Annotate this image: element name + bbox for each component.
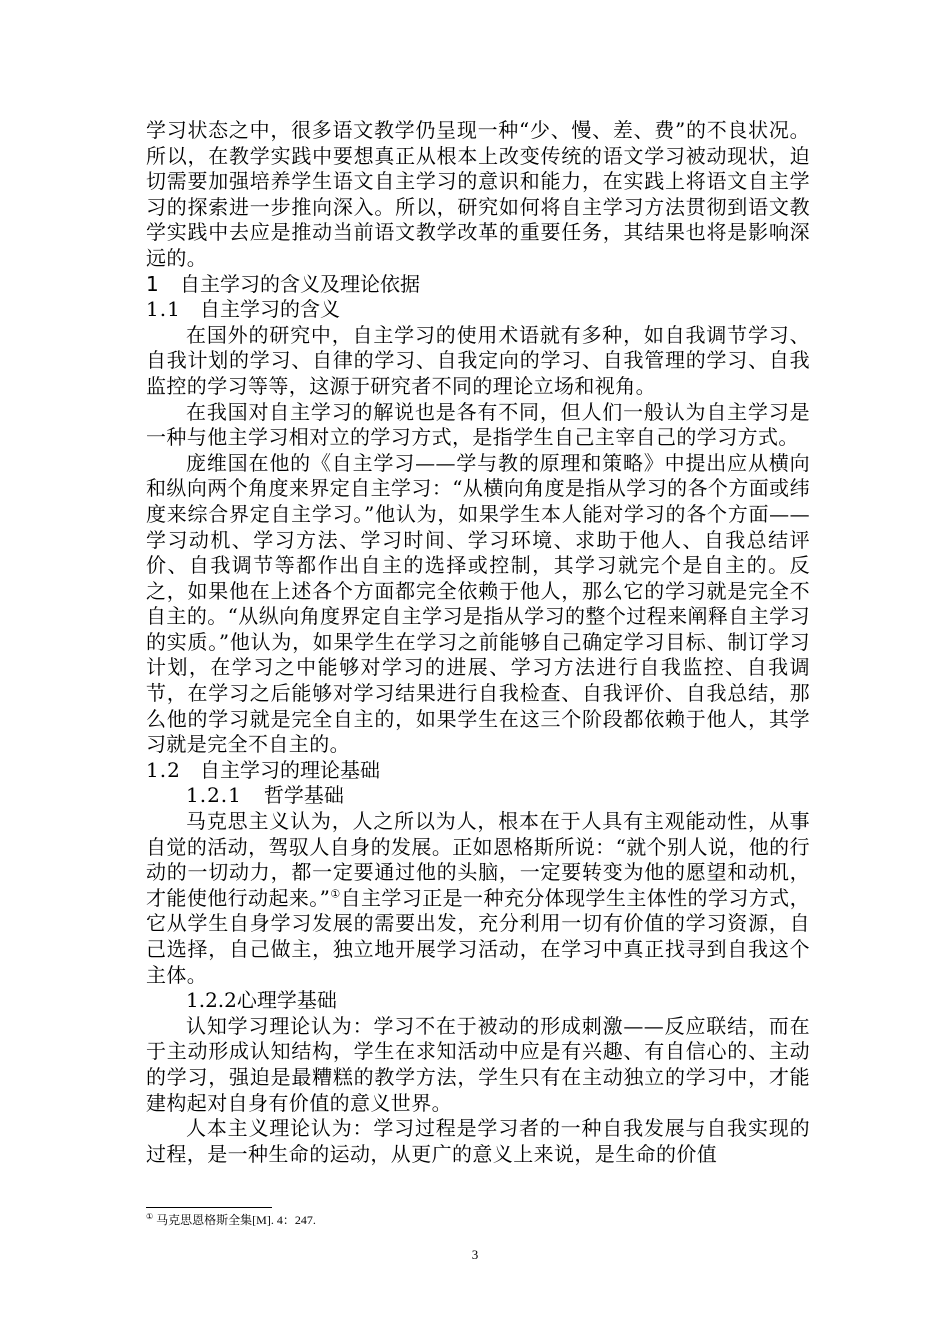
paragraph-humanism-theory: 人本主义理论认为：学习过程是学习者的一种自我发展与自我实现的过程，是一种生命的运动，从更广的意义上来说，是生命的价值 — [146, 1116, 810, 1166]
paragraph-marxism-part2: 自主学习正是一种充分体现学生主体性的学习方式，它从学生自身学习发展的需要出发，充分利用一切有价值的学习资源，自己选择，自己做主，独立地开展学习活动，在学习中真正找寻到自我这个主体。 — [146, 885, 810, 987]
page-number: 3 — [471, 1247, 479, 1262]
section-heading-1-2-1 — [146, 783, 810, 809]
paragraph-pang-weiguo: 庞维国在他的《自主学习——学与教的原理和策略》中提出应从横向和纵向两个角度来界定自主学习：“从横向角度是指从学习的各个方面或纬度来综合界定自主学习。”他认为，如果学生本人能对学习的各个方面——学习动机、学习方法、学习时间、学习环境、求助于他人、自我总结评价、自我调节等都作出自主的选择或控制，其学习就完个是自主的。反之，如果他在上述各个方面都完全依赖于他人，那么它的学习就是完全不自主的。“从纵向角度界定自主学习是指从学习的整个过程来阐释自主学习的实质。”他认为，如果学生在学习之前能够自己确定学习目标、制订学习计划，在学习之中能够对学习的进展、学习方法进行自我监控、自我调节，在学习之后能够对学习结果进行自我检查、自我评价、自我总结，那么他的学习就是完全自主的，如果学生在这三个阶段都依赖于他人，其学习就是完全不自主的。 — [146, 450, 810, 757]
paragraph-domestic-definition: 在我国对自主学习的解说也是各有不同，但人们一般认为自主学习是一种与他主学习相对立的学习方式，是指学生自己主宰自己的学习方式。 — [146, 399, 810, 450]
section-heading-1-2-2: 1.2.2心理学基础 — [186, 988, 337, 1013]
footnote — [146, 1212, 316, 1228]
paragraph-intro: 学习状态之中，很多语文教学仍呈现一种“少、慢、差、费”的不良状况。所以，在教学实践中要想真正从根本上改变传统的语文学习被动现状，迫切需要加强培养学生语文自主学习的意识和能力，在实践上将语文自主学习的探索进一步推向深入。所以，研究如何将自主学习方法贯彻到语文教学实践中去应是推动当前语文教学改革的重要任务，其结果也将是影响深远的。 — [146, 118, 810, 270]
section-heading-1-1 — [146, 297, 810, 323]
footnote-mark: ① — [146, 1212, 154, 1221]
heading-number: 1 — [146, 271, 159, 296]
heading-text: 哲学基础 — [263, 783, 344, 808]
heading-text: 自主学习的理论基础 — [200, 757, 380, 782]
heading-text: 自主学习的含义及理论依据 — [180, 271, 420, 296]
footnote-divider — [146, 1207, 272, 1208]
page-body — [146, 118, 810, 1167]
section-heading-1 — [146, 272, 810, 298]
paragraph-marxism — [146, 809, 810, 988]
paragraph-cognitive-theory: 认知学习理论认为：学习不在于被动的形成刺激——反应联结，而在于主动形成认知结构，学生在求知活动中应是有兴趣、有自信心的、主动的学习，强迫是最糟糕的教学方法，学生只有在主动独立的学习中，才能建构起对自身有价值的意义世界。 — [146, 1013, 810, 1115]
heading-text: 自主学习的含义 — [200, 297, 340, 322]
heading-number: 1.2 — [146, 757, 181, 782]
paragraph-marxism-part1: 马克思主义认为，人之所以为人，根本在于人具有主观能动性，从事自觉的活动，驾驭人自身的发展。正如恩格斯所说：“就个别人说，他的行动的一切动力，都一定要通过他的头脑，一定要转变为他的愿望和动机，才能使他行动起来。” — [146, 809, 810, 910]
heading-number: 1.2.1 — [186, 783, 242, 808]
heading-number: 1.1 — [146, 297, 181, 322]
footnote-reference[interactable]: ① — [330, 887, 341, 901]
section-heading-1-2 — [146, 758, 810, 784]
footnote-text: 马克思恩格斯全集[M]. 4：247. — [156, 1213, 316, 1227]
paragraph-foreign-research: 在国外的研究中，自主学习的使用术语就有多种，如自我调节学习、自我计划的学习、自律的学习、自我定向的学习、自我管理的学习、自我监控的学习等等，这源于研究者不同的理论立场和视角。 — [146, 322, 810, 398]
